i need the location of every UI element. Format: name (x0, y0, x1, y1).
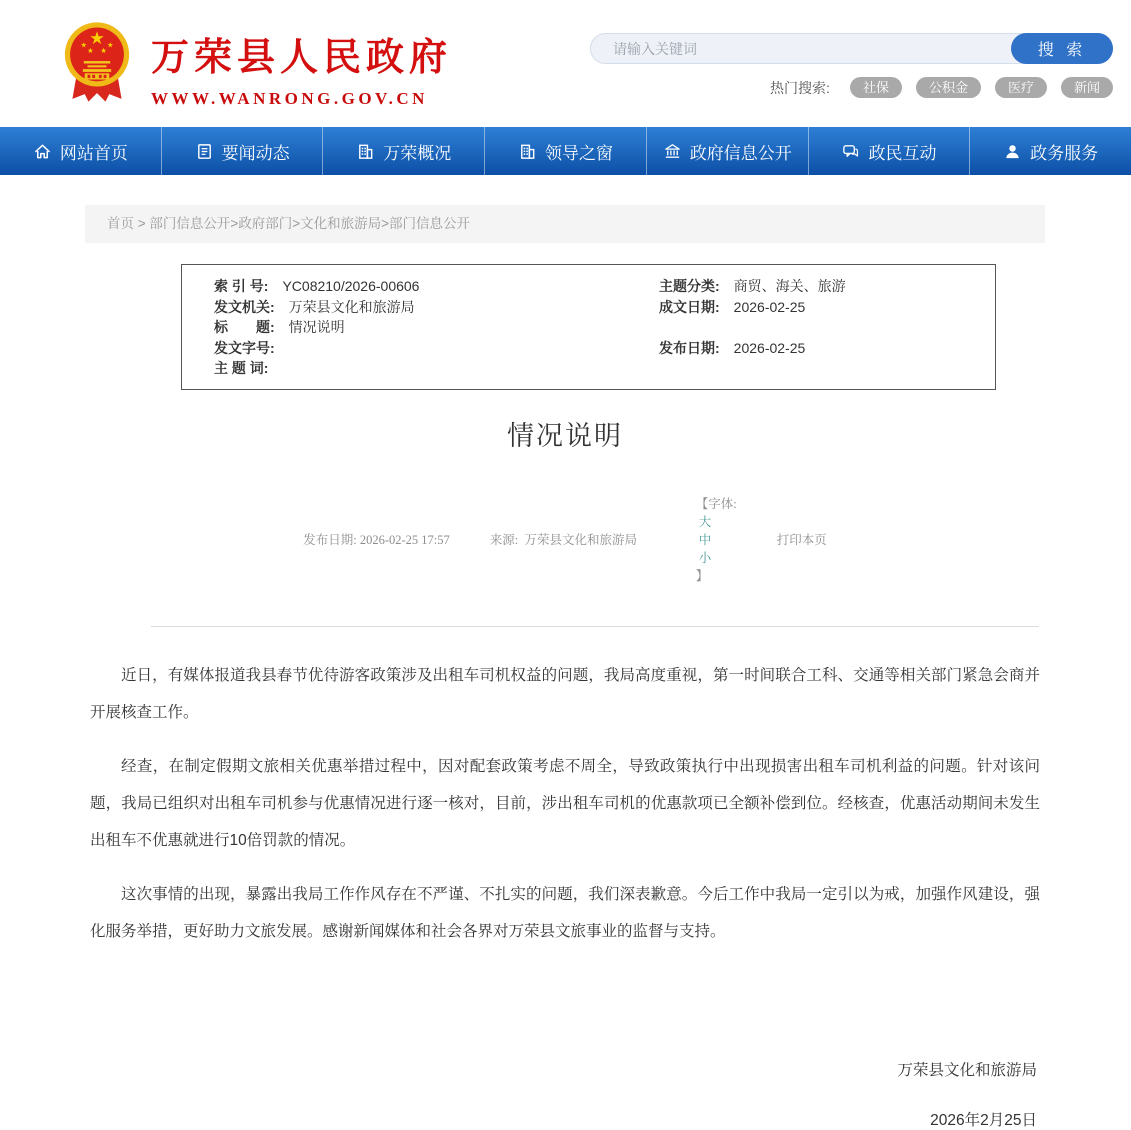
document-info-right-column (659, 276, 989, 379)
font-size-control (677, 479, 737, 599)
nav-item-label: 政民互动 (868, 143, 937, 163)
nav-item-label: 领导之窗 (545, 143, 614, 163)
font-size-bracket-close: 】 (695, 568, 709, 583)
building-icon (518, 142, 537, 161)
meta-divider (151, 626, 1039, 627)
article-source: 来源: 万荣县文化和旅游局 (489, 532, 637, 547)
nav-item-info-disclosure[interactable] (646, 127, 808, 175)
hot-search-label: 热门搜索: (770, 79, 830, 96)
nav-item-label: 政务服务 (1030, 143, 1099, 163)
bank-icon (663, 142, 682, 161)
info-row-topic-category (659, 276, 989, 297)
article-title: 情况说明 (507, 420, 623, 451)
site-brand (63, 18, 452, 109)
nav-item-leaders[interactable] (484, 127, 646, 175)
info-row-issuing-agency (214, 297, 659, 318)
main-nav (0, 127, 1131, 175)
nav-item-home[interactable] (0, 127, 161, 175)
article-paragraph: 经查，在制定假期文旅相关优惠举措过程中，因对配套政策考虑不周全，导致政策执行中出现损害出租车司机利益的问题。针对该问题，我局已组织对出租车司机参与优惠情况进行逐一核对，目前，涉出租车司机的优惠款项已全额补偿到位。经核查，优惠活动期间未发生出租车不优惠就进行10倍罚款的情况。 (90, 757, 1040, 849)
signature-organization: 万荣县文化和旅游局 (897, 1061, 1037, 1079)
nav-item-news[interactable] (161, 127, 323, 175)
hot-search-tag[interactable]: 公积金 (916, 77, 981, 98)
field-value: 2026-02-25 (733, 298, 806, 315)
document-info-box (181, 264, 996, 390)
info-row-title (214, 317, 659, 338)
site-url: WWW.WANRONG.GOV.CN (151, 89, 428, 108)
nav-item-services[interactable] (969, 127, 1131, 175)
nav-item-label: 要闻动态 (221, 143, 290, 163)
article-meta-row (85, 479, 1045, 599)
font-size-small-button[interactable]: 小 (698, 550, 712, 565)
home-icon (33, 142, 52, 161)
field-label: 发布日期: (659, 339, 720, 356)
search-button[interactable]: 搜 索 (1011, 33, 1113, 64)
font-size-bracket-open: 【字体: (695, 496, 737, 511)
article-body (85, 657, 1045, 950)
nav-item-label: 政府信息公开 (689, 143, 792, 163)
field-label: 索 引 号: (214, 278, 269, 294)
field-label: 主题分类: (659, 278, 720, 294)
search-bar (590, 33, 1113, 64)
info-row-written-date (659, 297, 989, 318)
chat-bubble-icon (841, 142, 860, 161)
field-value: 商贸、海关、旅游 (733, 278, 846, 294)
font-size-medium-button[interactable]: 中 (698, 532, 712, 547)
header-search-area (590, 18, 1113, 98)
field-label: 成文日期: (659, 298, 720, 315)
field-value: 情况说明 (288, 319, 345, 335)
publish-date: 发布日期: 2026-02-25 17:57 (303, 532, 450, 547)
signature-date: 2026年2月25日 (930, 1111, 1037, 1129)
site-header (0, 0, 1131, 127)
nav-item-interaction[interactable] (808, 127, 970, 175)
font-size-large-button[interactable]: 大 (698, 514, 712, 529)
building-icon (356, 142, 375, 161)
article-paragraph: 近日，有媒体报道我县春节优待游客政策涉及出租车司机权益的问题，我局高度重视，第一时间联合工科、交通等相关部门紧急会商并开展核查工作。 (90, 666, 1040, 721)
hot-search-tag[interactable]: 医疗 (995, 77, 1047, 98)
hot-search-tag[interactable]: 社保 (850, 77, 902, 98)
nav-item-label: 万荣概况 (383, 143, 452, 163)
news-document-icon (195, 142, 214, 161)
breadcrumb[interactable]: 首页 > 部门信息公开>政府部门>文化和旅游局>部门信息公开 (85, 205, 1045, 243)
field-label: 标 题: (214, 319, 275, 335)
info-row-document-number (214, 338, 659, 359)
article-paragraph: 这次事情的出现，暴露出我局工作作风存在不严谨、不扎实的问题，我们深表歉意。今后工作中我局一定引以为戒，加强作风建设，强化服务举措，更好助力文旅发展。感谢新闻媒体和社会各界对万荣县文旅事业的监督与支持。 (90, 885, 1040, 940)
print-page-button[interactable]: 打印本页 (776, 532, 827, 547)
field-label: 主 题 词: (214, 360, 269, 376)
brand-text (151, 18, 452, 109)
nav-item-label: 网站首页 (59, 143, 128, 163)
field-label: 发文字号: (214, 339, 275, 356)
info-row-publish-date (659, 338, 989, 359)
field-value: 万荣县文化和旅游局 (288, 298, 415, 315)
content-container (85, 205, 1045, 1130)
nav-item-overview[interactable] (322, 127, 484, 175)
signature-block (85, 1058, 1045, 1130)
document-info-left-column (214, 276, 659, 379)
field-value: 2026-02-25 (733, 339, 806, 356)
info-row-empty (659, 358, 989, 379)
field-label: 发文机关: (214, 298, 275, 315)
info-row-empty (659, 317, 989, 338)
person-icon (1003, 142, 1022, 161)
field-value: YC08210/2026-00606 (282, 278, 420, 294)
site-title: 万荣县人民政府 (151, 37, 453, 79)
hot-search-tag[interactable]: 新闻 (1061, 77, 1113, 98)
info-row-keywords (214, 358, 659, 379)
national-emblem-icon (63, 18, 131, 106)
info-row-index-number (214, 276, 659, 297)
hot-search-row (590, 77, 1113, 98)
